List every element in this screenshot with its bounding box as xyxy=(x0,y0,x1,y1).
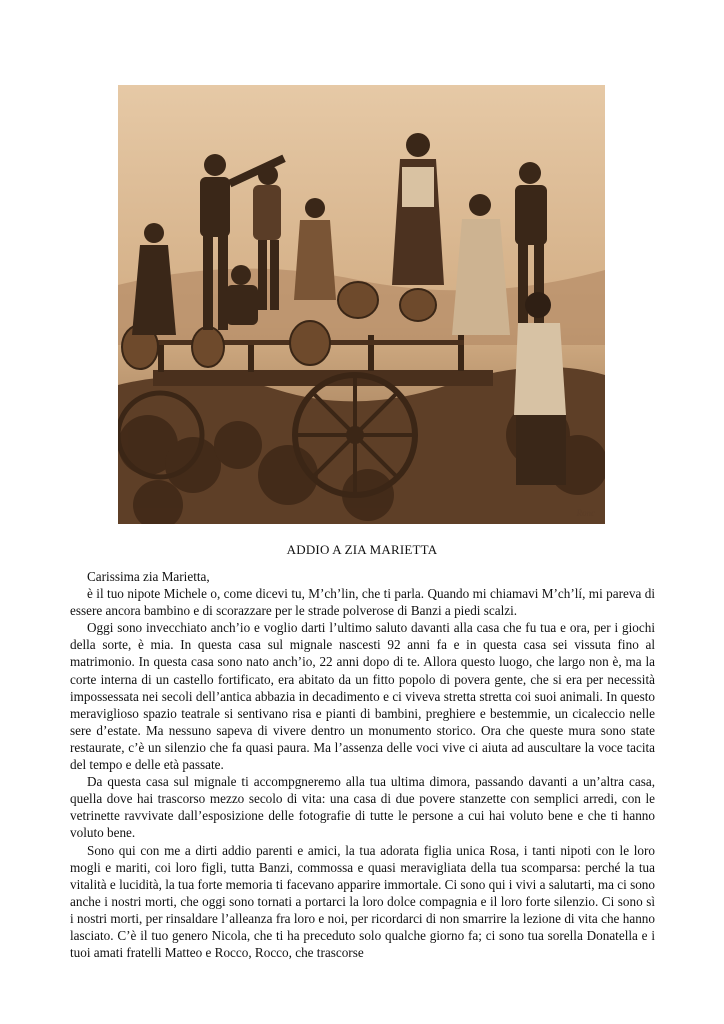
document-title: ADDIO A ZIA MARIETTA xyxy=(286,542,438,557)
vintage-harvest-photo xyxy=(118,85,605,524)
photo-credit-mark: Ronc xyxy=(576,508,595,518)
letter-body xyxy=(70,568,655,961)
letter-salutation: Carissima zia Marietta, xyxy=(87,569,210,584)
paragraph: è il tuo nipote Michele o, come dicevi tu, M’ch’lin, che ti parla. Quando mi chiamavi M’ch’lí, mi pareva di essere ancora bambino e di scorazzare per le strade polverose di Banzi a piedi scalzi. xyxy=(70,586,655,619)
paragraph: Da questa casa sul mignale ti accompgneremo alla tua ultima dimora, passando davanti a un’altra casa, quella dove hai trascorso mezzo secolo di vita: una casa di due povere stanzette con semplici arredi, con le vetrinette ravvivate dall’esposizione delle fotografie di tutte le persone a cui hai voluto bene e che ti hanno voluto bene. xyxy=(70,774,655,841)
paragraph: Sono qui con me a dirti addio parenti e amici, la tua adorata figlia unica Rosa, i tanti nipoti con le loro mogli e mariti, coi loro figli, tutta Banzi, commossa e quasi meravigliata della tua scomparsa: perché la tua vitalità e lucidità, la tua forte memoria ti facevano apparire immortale. Ci sono qui i vivi a salutarti, ma ci sono anche i nostri morti, che oggi sono tornati a portarci la loro dolce compagnia e il loro forte silenzio. Ci sono sì i nostri morti, per rinsaldare l’alleanza fra loro e noi, per ricordarci di non smarrire la lezione di vita che hanno lasciato. C’è il tuo genero Nicola, che ti ha preceduto solo qualche giorno fa; ci sono tua sorella Donatella e i tuoi amati fratelli Matteo e Rocco, Rocco, che trascorse xyxy=(70,842,655,961)
photo-illustration xyxy=(118,85,605,524)
paragraph: Oggi sono invecchiato anch’io e voglio darti l’ultimo saluto davanti alla casa che fu tua e ora, per i giochi della sorte, è mia. In questa casa sul mignale nascesti 92 anni fa e in questa casa sei vissuta fino al matrimonio. In questa casa sono nato anch’io, 22 anni dopo di te. Allora questo luogo, che largo non è, ma la corte interna di un castello fortificato, era abitato da un fitto popolo di povera gente, che si era per necessità impossessata nei secoli dell’antica abbazia in decadimento e ci viveva stretta stretta coi suoi animali. In questo meraviglioso spazio teatrale si sentivano risa e pianti di bambini, preghiere e bestemmie, un cicaleccio nelle sere d’estate. Ma nessuno sapeva di vivere dentro un monumento storico. Ora che queste mura sono state restaurate, c’è un silenzio che fa quasi paura. Ma l’assenza delle voci vive ci aiuta ad auscultare la voce tacita del tempo e delle età passate. xyxy=(70,620,655,773)
